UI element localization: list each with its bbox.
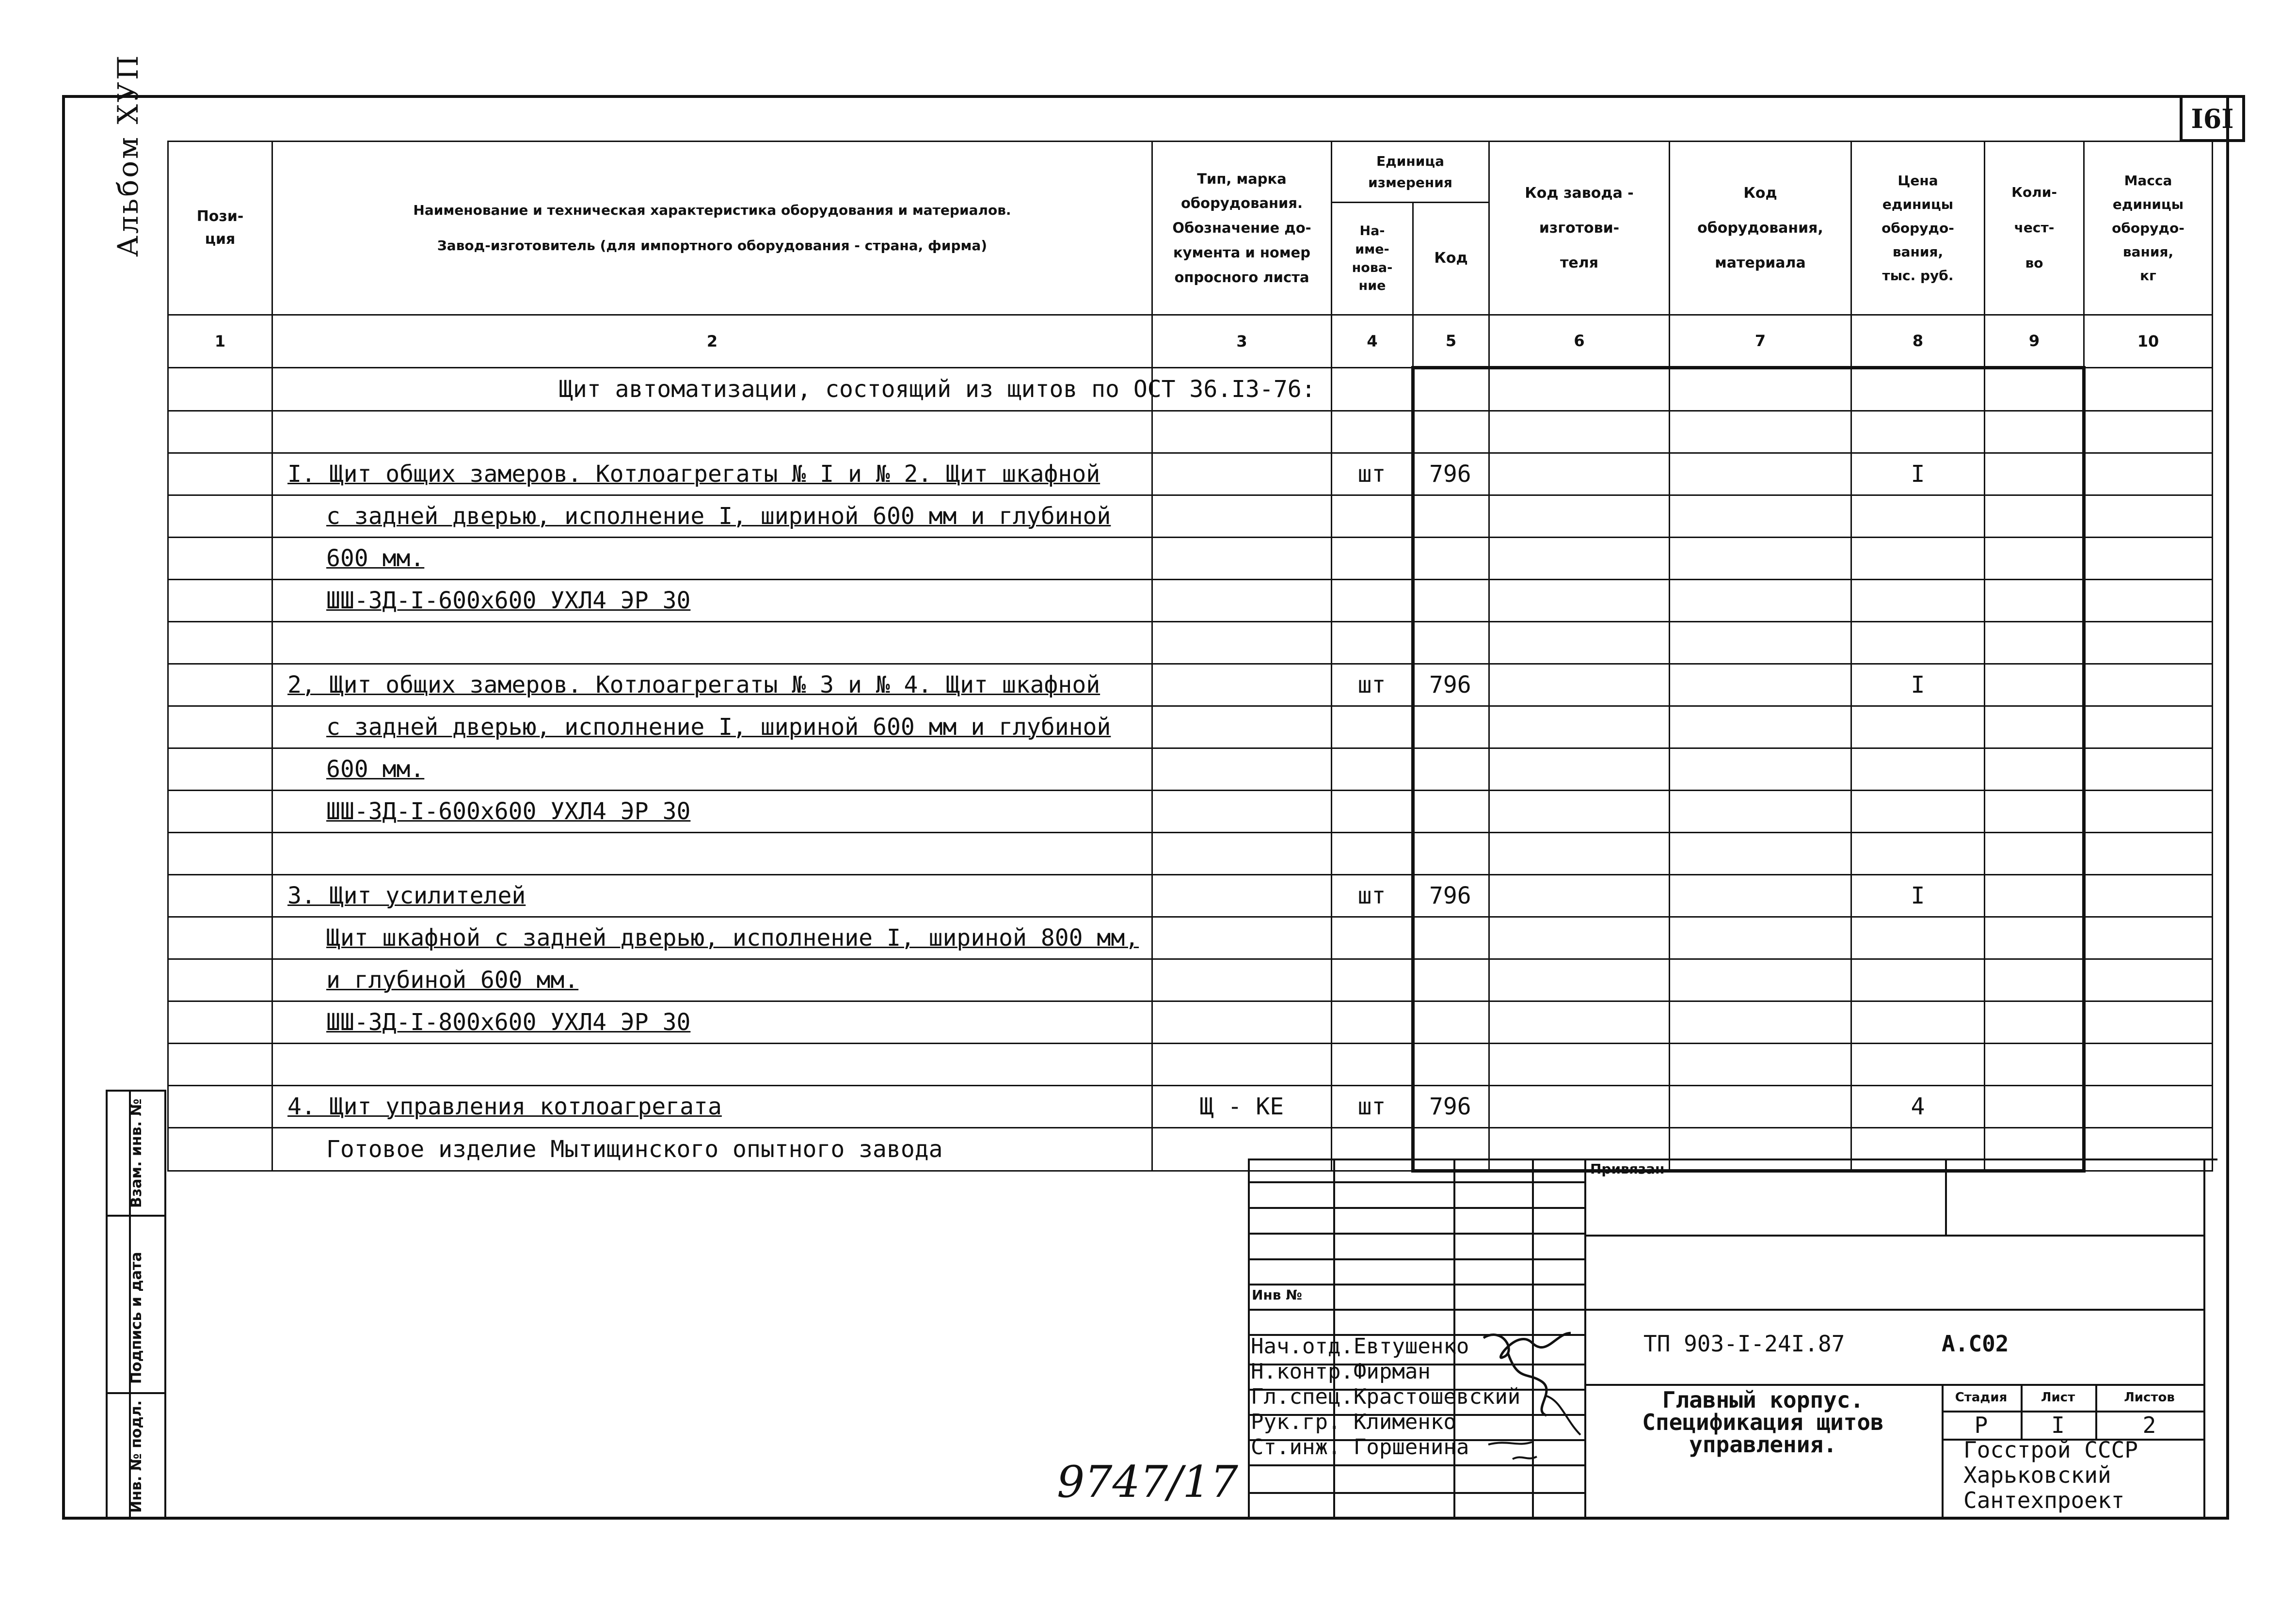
cell-unit: шт: [1332, 453, 1413, 495]
cell-mass: [2084, 706, 2213, 748]
cell-name: [272, 1086, 1152, 1128]
cell-mass: [2084, 580, 2213, 622]
description: [1584, 1389, 1942, 1456]
table-row: [168, 1001, 2213, 1044]
cell-quantity: [1985, 664, 2084, 706]
cell-unit: [1332, 622, 1413, 664]
cell-price: [1851, 1128, 1985, 1171]
cell-name: [272, 1001, 1152, 1044]
cell-mass: [2084, 368, 2213, 411]
cell-quantity: [1985, 411, 2084, 453]
cell-type: [1152, 495, 1332, 538]
header-name: [272, 142, 1152, 315]
cell-unit-code: 796: [1413, 664, 1489, 706]
cell-equipment-code: [1670, 875, 1851, 917]
cell-type: [1152, 748, 1332, 791]
header-position: Пози- ция: [168, 142, 272, 315]
cell-quantity: [1985, 959, 2084, 1001]
header-unit: Единица измерения: [1332, 142, 1489, 203]
staff-2: Н.контр.Фирман: [1251, 1359, 1431, 1384]
cell-equipment-code: [1670, 1044, 1851, 1086]
cell-mass: [2084, 875, 2213, 917]
cell-unit-code: [1413, 368, 1489, 411]
cell-price: [1851, 495, 1985, 538]
cell-mass: [2084, 1044, 2213, 1086]
cell-price: [1851, 791, 1985, 833]
inv-no-label: Инв №: [1252, 1287, 1302, 1303]
stamp-vzam-label: Взам. инв. №: [128, 1098, 145, 1208]
table-row: [168, 538, 2213, 580]
cell-type: [1152, 622, 1332, 664]
cell-unit: [1332, 495, 1413, 538]
cell-position: [168, 368, 272, 411]
privyazan-label: Привязан: [1590, 1161, 1665, 1177]
cell-factory-code: [1489, 622, 1670, 664]
table-row: [168, 1086, 2213, 1128]
sheet-label: Лист: [2041, 1390, 2075, 1405]
cell-type: [1152, 791, 1332, 833]
cell-name: [272, 411, 1152, 453]
cell-mass: [2084, 791, 2213, 833]
cell-name: [272, 748, 1152, 791]
cell-quantity: [1985, 1001, 2084, 1044]
cell-quantity: [1985, 453, 2084, 495]
item-text: Готовое изделие Мытищинского опытного завода: [326, 1136, 943, 1163]
cell-price: [1851, 833, 1985, 875]
cell-position: [168, 538, 272, 580]
col-num: 2: [272, 315, 1152, 368]
cell-unit-code: [1413, 917, 1489, 959]
stage-value: Р: [1974, 1412, 1988, 1438]
cell-mass: [2084, 664, 2213, 706]
cell-position: [168, 875, 272, 917]
header-unit-name: На- име- нова- ние: [1332, 203, 1413, 315]
cell-position: [168, 1001, 272, 1044]
cell-position: [168, 580, 272, 622]
cell-factory-code: [1489, 706, 1670, 748]
cell-type: [1152, 917, 1332, 959]
cell-unit: [1332, 580, 1413, 622]
cell-unit: [1332, 791, 1413, 833]
cell-quantity: [1985, 748, 2084, 791]
col-num: 10: [2084, 315, 2213, 368]
col-num: 8: [1851, 315, 1985, 368]
cell-position: [168, 453, 272, 495]
item-text: Щит шкафной с задней дверью, исполнение I, шириной 800 мм,: [326, 924, 1139, 952]
cell-mass: [2084, 1128, 2213, 1171]
cell-mass: [2084, 833, 2213, 875]
cell-type: [1152, 411, 1332, 453]
cell-price: [1851, 580, 1985, 622]
cell-unit: шт: [1332, 664, 1413, 706]
cell-factory-code: [1489, 664, 1670, 706]
cell-price: [1851, 538, 1985, 580]
cell-price: [1851, 1044, 1985, 1086]
cell-type: [1152, 538, 1332, 580]
cell-unit: [1332, 1128, 1413, 1171]
col-num: 9: [1985, 315, 2084, 368]
col-num: 3: [1152, 315, 1332, 368]
cell-price: [1851, 368, 1985, 411]
cell-price: [1851, 622, 1985, 664]
header-unit-code: Код: [1413, 203, 1489, 315]
description-line-1: Главный корпус.: [1662, 1387, 1864, 1413]
cell-unit: [1332, 706, 1413, 748]
col-num: 1: [168, 315, 272, 368]
cell-factory-code: [1489, 959, 1670, 1001]
cell-quantity: [1985, 917, 2084, 959]
cell-factory-code: [1489, 368, 1670, 411]
table-row: [168, 959, 2213, 1001]
cell-unit: [1332, 411, 1413, 453]
cell-mass: [2084, 453, 2213, 495]
item-text: ШШ-ЗД-I-600х600 УХЛ4 ЭР 30: [326, 798, 691, 825]
cell-name: [272, 917, 1152, 959]
header-mass: Масса единицы оборудо- вания, кг: [2084, 142, 2213, 315]
item-text: с задней дверью, исполнение I, шириной 600 мм и глубиной: [326, 714, 1111, 741]
cell-factory-code: [1489, 453, 1670, 495]
cell-unit-code: [1413, 1128, 1489, 1171]
cell-factory-code: [1489, 917, 1670, 959]
stamp-podpis: [106, 1215, 166, 1394]
sheets-label: Листов: [2124, 1390, 2175, 1405]
cell-unit: [1332, 1001, 1413, 1044]
cell-factory-code: [1489, 791, 1670, 833]
table-row: [168, 917, 2213, 959]
column-numbers-row: [168, 315, 2213, 368]
header-name-line1: Наименование и техническая характеристика оборудования и материалов.: [413, 202, 1011, 218]
cell-quantity: [1985, 1086, 2084, 1128]
cell-position: [168, 1086, 272, 1128]
item-text: 600 мм.: [326, 756, 425, 783]
cell-unit: [1332, 833, 1413, 875]
staff-3: Гл.спец.Крастошевский: [1251, 1384, 1521, 1409]
cell-position: [168, 1044, 272, 1086]
cell-price: 4: [1851, 1086, 1985, 1128]
header-price: Цена единицы оборудо- вания, тыс. руб.: [1851, 142, 1985, 315]
cell-equipment-code: [1670, 411, 1851, 453]
doc-code: ТП 903-I-24I.87: [1643, 1331, 1845, 1357]
cell-unit: [1332, 538, 1413, 580]
cell-name: [272, 706, 1152, 748]
col-num: 6: [1489, 315, 1670, 368]
cell-mass: [2084, 495, 2213, 538]
cell-type: [1152, 1001, 1332, 1044]
cell-equipment-code: [1670, 622, 1851, 664]
cell-equipment-code: [1670, 791, 1851, 833]
cell-equipment-code: [1670, 368, 1851, 411]
sheet-value: I: [2051, 1412, 2065, 1438]
cell-factory-code: [1489, 1086, 1670, 1128]
cell-price: [1851, 1001, 1985, 1044]
table-row: [168, 875, 2213, 917]
cell-unit-code: 796: [1413, 453, 1489, 495]
table-row: [168, 1044, 2213, 1086]
header-type-mark: Тип, марка оборудования. Обозначение до- кумента и номер опросного листа: [1152, 142, 1332, 315]
cell-mass: [2084, 959, 2213, 1001]
cell-type: [1152, 706, 1332, 748]
cell-equipment-code: [1670, 453, 1851, 495]
cell-mass: [2084, 538, 2213, 580]
cell-price: [1851, 706, 1985, 748]
cell-factory-code: [1489, 833, 1670, 875]
stage-label: Стадия: [1955, 1390, 2008, 1405]
cell-factory-code: [1489, 580, 1670, 622]
cell-position: [168, 706, 272, 748]
cell-unit-code: [1413, 791, 1489, 833]
header-factory-code: Код завода - изготови- теля: [1489, 142, 1670, 315]
cell-factory-code: [1489, 495, 1670, 538]
header-equipment-code: Код оборудования, материала: [1670, 142, 1851, 315]
cell-factory-code: [1489, 411, 1670, 453]
cell-unit-code: [1413, 833, 1489, 875]
table-row: [168, 495, 2213, 538]
stamp-podpis-label: Подпись и дата: [128, 1252, 145, 1384]
cell-equipment-code: [1670, 1128, 1851, 1171]
cell-unit-code: 796: [1413, 875, 1489, 917]
cell-equipment-code: [1670, 748, 1851, 791]
album-label: Альбом ХУП: [112, 53, 144, 257]
cell-name: [272, 664, 1152, 706]
signature-scribbles: [1474, 1323, 1590, 1469]
handwritten-number: 9747/17: [1057, 1457, 1238, 1508]
stamp-inv-label: Инв. № подл.: [128, 1400, 145, 1513]
sheets-value: 2: [2142, 1412, 2156, 1438]
cell-name: [272, 1128, 1152, 1171]
cell-name: [272, 453, 1152, 495]
cell-unit-code: 796: [1413, 1086, 1489, 1128]
cell-position: [168, 791, 272, 833]
cell-price: [1851, 411, 1985, 453]
cell-price: I: [1851, 453, 1985, 495]
cell-quantity: [1985, 538, 2084, 580]
table-row: [168, 664, 2213, 706]
specification-table: [167, 141, 2213, 1173]
cell-unit-code: [1413, 495, 1489, 538]
cell-factory-code: [1489, 875, 1670, 917]
cell-price: I: [1851, 664, 1985, 706]
col-num: 5: [1413, 315, 1489, 368]
description-line-3: управления.: [1689, 1431, 1837, 1458]
cell-type: [1152, 1044, 1332, 1086]
item-text: ШШ-ЗД-I-800х600 УХЛ4 ЭР 30: [326, 1009, 691, 1036]
table-row: [168, 622, 2213, 664]
table-row: [168, 706, 2213, 748]
cell-name: [272, 622, 1152, 664]
header-quantity: Коли- чест- во: [1985, 142, 2084, 315]
table-row: [168, 453, 2213, 495]
cell-type: [1152, 580, 1332, 622]
cell-mass: [2084, 917, 2213, 959]
cell-position: [168, 411, 272, 453]
cell-name: [272, 959, 1152, 1001]
item-text: Щит автоматизации, состоящий из щитов по ОСТ 36.I3-76:: [559, 376, 1316, 403]
cell-mass: [2084, 748, 2213, 791]
item-text: 3. Щит усилителей: [287, 882, 526, 909]
cell-position: [168, 495, 272, 538]
cell-factory-code: [1489, 748, 1670, 791]
staff-4: Рук.гр. Клименко: [1251, 1410, 1456, 1434]
cell-unit: [1332, 1044, 1413, 1086]
cell-name: [272, 875, 1152, 917]
cell-quantity: [1985, 833, 2084, 875]
cell-quantity: [1985, 1044, 2084, 1086]
item-text: и глубиной 600 мм.: [326, 967, 579, 994]
cell-unit-code: [1413, 580, 1489, 622]
table-row: [168, 411, 2213, 453]
cell-equipment-code: [1670, 959, 1851, 1001]
table-row: [168, 833, 2213, 875]
cell-equipment-code: [1670, 538, 1851, 580]
item-text: 600 мм.: [326, 545, 425, 572]
sheet-code: А.С02: [1942, 1331, 2009, 1357]
cell-equipment-code: [1670, 1001, 1851, 1044]
cell-unit-code: [1413, 411, 1489, 453]
col-num: 4: [1332, 315, 1413, 368]
cell-position: [168, 917, 272, 959]
cell-factory-code: [1489, 1044, 1670, 1086]
cell-type: [1152, 453, 1332, 495]
cell-position: [168, 748, 272, 791]
cell-unit: [1332, 748, 1413, 791]
cell-equipment-code: [1670, 833, 1851, 875]
cell-type: [1152, 833, 1332, 875]
cell-unit-code: [1413, 959, 1489, 1001]
cell-unit-code: [1413, 1044, 1489, 1086]
org-line-1: Госстрой СССР: [1963, 1437, 2138, 1463]
cell-price: [1851, 917, 1985, 959]
cell-mass: [2084, 622, 2213, 664]
cell-unit-code: [1413, 748, 1489, 791]
cell-position: [168, 959, 272, 1001]
org-line-2: Харьковский: [1963, 1462, 2111, 1488]
cell-quantity: [1985, 791, 2084, 833]
cell-name: [272, 791, 1152, 833]
cell-unit-code: [1413, 622, 1489, 664]
cell-equipment-code: [1670, 580, 1851, 622]
organization: [1963, 1437, 2138, 1513]
cell-quantity: [1985, 706, 2084, 748]
cell-name: [272, 368, 1316, 411]
description-line-2: Спецификация щитов: [1642, 1409, 1884, 1435]
header-name-line2: Завод-изготовитель (для импортного оборудования - страна, фирма): [437, 237, 988, 254]
cell-quantity: [1985, 368, 2084, 411]
cell-name: [272, 1044, 1152, 1086]
cell-equipment-code: [1670, 917, 1851, 959]
stamp-inv: [106, 1392, 166, 1520]
table-row: [168, 580, 2213, 622]
cell-position: [168, 833, 272, 875]
cell-quantity: [1985, 622, 2084, 664]
cell-equipment-code: [1670, 1086, 1851, 1128]
item-text: 4. Щит управления котлоагрегата: [287, 1093, 722, 1120]
table-row: [168, 791, 2213, 833]
cell-quantity: [1985, 495, 2084, 538]
item-text: ШШ-ЗД-I-600х600 УХЛ4 ЭР 30: [326, 587, 691, 614]
cell-name: [272, 833, 1152, 875]
cell-equipment-code: [1670, 664, 1851, 706]
table-row: [168, 748, 2213, 791]
cell-mass: [2084, 411, 2213, 453]
cell-equipment-code: [1670, 706, 1851, 748]
table-row: [168, 1128, 2213, 1171]
staff-5: Ст.инж. Горшенина: [1251, 1435, 1469, 1460]
item-text: 2, Щит общих замеров. Котлоагрегаты № 3 и № 4. Щит шкафной: [287, 671, 1100, 698]
cell-type: [1152, 664, 1332, 706]
stamp-vzam: [106, 1090, 166, 1217]
cell-quantity: [1985, 580, 2084, 622]
cell-price: [1851, 748, 1985, 791]
sheet-number: I6I: [2180, 95, 2245, 142]
item-text: I. Щит общих замеров. Котлоагрегаты № I и № 2. Щит шкафной: [287, 460, 1100, 488]
staff-1: Нач.отд.Евтушенко: [1251, 1334, 1469, 1359]
cell-unit: шт: [1332, 1086, 1413, 1128]
cell-price: [1851, 959, 1985, 1001]
cell-price: I: [1851, 875, 1985, 917]
cell-type: [1152, 875, 1332, 917]
cell-name: [272, 495, 1152, 538]
cell-factory-code: [1489, 1001, 1670, 1044]
cell-unit-code: [1413, 1001, 1489, 1044]
cell-unit-code: [1413, 706, 1489, 748]
table-row: [168, 368, 2213, 411]
cell-mass: [2084, 1086, 2213, 1128]
cell-unit: [1332, 959, 1413, 1001]
cell-unit: шт: [1332, 875, 1413, 917]
cell-type: Щ - КЕ: [1152, 1086, 1332, 1128]
cell-position: [168, 664, 272, 706]
cell-position: [168, 622, 272, 664]
col-num: 7: [1670, 315, 1851, 368]
cell-type: [1152, 1128, 1332, 1171]
cell-quantity: [1985, 875, 2084, 917]
cell-quantity: [1985, 1128, 2084, 1171]
item-text: с задней дверью, исполнение I, шириной 600 мм и глубиной: [326, 503, 1111, 530]
org-line-3: Сантехпроект: [1963, 1487, 2125, 1513]
cell-name: [272, 538, 1152, 580]
cell-equipment-code: [1670, 495, 1851, 538]
cell-unit-code: [1413, 538, 1489, 580]
cell-name: [272, 580, 1152, 622]
cell-mass: [2084, 1001, 2213, 1044]
cell-factory-code: [1489, 538, 1670, 580]
cell-position: [168, 1128, 272, 1171]
cell-unit: [1332, 917, 1413, 959]
cell-type: [1152, 959, 1332, 1001]
cell-unit: [1332, 368, 1413, 411]
